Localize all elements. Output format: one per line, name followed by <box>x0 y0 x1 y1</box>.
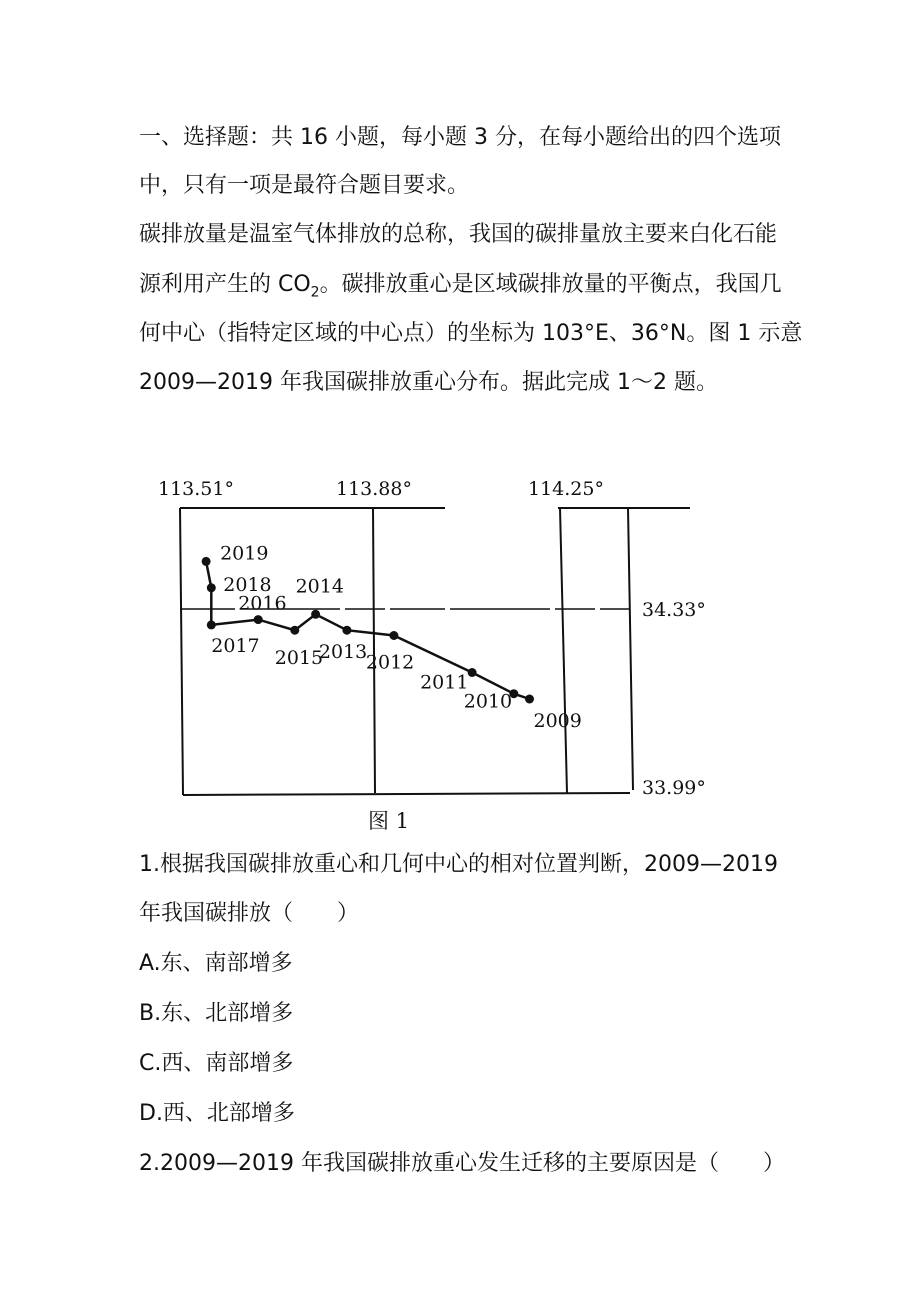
year-label-2019: 2019 <box>220 542 269 565</box>
latitude-label-34-33: 34.33° <box>642 599 706 621</box>
point-2018 <box>207 583 216 592</box>
year-label-2015: 2015 <box>274 647 324 670</box>
question-1-stem-line-1: 1.根据我国碳排放重心和几何中心的相对位置判断，2009—2019 <box>139 852 778 877</box>
question-1-stem-line-2: 年我国碳排放（ ） <box>139 901 360 926</box>
point-2015 <box>290 626 299 635</box>
section-heading-line-2: 中，只有一项是最符合题目要求。 <box>139 173 470 198</box>
point-2009 <box>525 695 534 704</box>
year-label-2014: 2014 <box>295 575 344 598</box>
year-label-2017: 2017 <box>211 634 260 657</box>
question-1-option-c: C.西、南部增多 <box>139 1051 294 1076</box>
meridian-114-25 <box>560 508 567 793</box>
year-label-2018: 2018 <box>223 573 272 596</box>
point-2016 <box>254 615 263 624</box>
passage-line-2-start: 源利用产生的 CO <box>139 272 311 297</box>
carbon-emission-center-map <box>140 460 740 840</box>
point-2013 <box>342 626 351 635</box>
point-2014 <box>311 610 320 619</box>
point-2017 <box>207 620 216 629</box>
year-label-2009: 2009 <box>533 710 582 732</box>
year-label-2016: 2016 <box>238 592 287 615</box>
meridian-113-88 <box>373 508 375 793</box>
question-1-option-a: A.东、南部增多 <box>139 951 293 976</box>
point-2019 <box>202 557 211 566</box>
longitude-label-114-25: 114.25° <box>528 478 604 500</box>
question-2-stem: 2.2009—2019 年我国碳排放重心发生迁移的主要原因是（ ） <box>139 1151 785 1176</box>
passage-line-1: 碳排放量是温室气体排放的总称，我国的碳排量放主要来白化石能 <box>139 222 778 247</box>
passage-line-3: 何中心（指特定区域的中心点）的坐标为 103°E、36°N。图 1 示意 <box>139 321 803 346</box>
frame-right <box>628 508 633 790</box>
latitude-label-33-99: 33.99° <box>642 777 706 799</box>
co2-subscript: 2 <box>310 284 320 301</box>
section-heading-line-1: 一、选择题：共 16 小题，每小题 3 分，在每小题给出的四个选项 <box>139 125 781 150</box>
year-label-2010: 2010 <box>463 690 513 713</box>
year-label-2013: 2013 <box>318 641 368 664</box>
passage-line-4: 2009—2019 年我国碳排放重心分布。据此完成 1～2 题。 <box>139 370 718 395</box>
point-2011 <box>468 668 477 677</box>
figure-caption: 图 1 <box>368 809 410 833</box>
passage-line-2-end: 。碳排放重心是区域碳排放量的平衡点，我国几 <box>319 272 782 297</box>
year-label-2011: 2011 <box>420 671 469 694</box>
frame-left <box>180 508 183 795</box>
longitude-label-113-88: 113.88° <box>336 478 412 500</box>
frame-bottom <box>183 793 630 795</box>
longitude-label-113-51: 113.51° <box>158 478 234 500</box>
passage-line-2 <box>139 270 782 307</box>
question-1-option-b: B.东、北部增多 <box>139 1001 294 1026</box>
point-2012 <box>389 631 398 640</box>
year-label-2012: 2012 <box>365 651 415 674</box>
trajectory-points <box>202 542 582 732</box>
question-1-option-d: D.西、北部增多 <box>139 1101 295 1126</box>
